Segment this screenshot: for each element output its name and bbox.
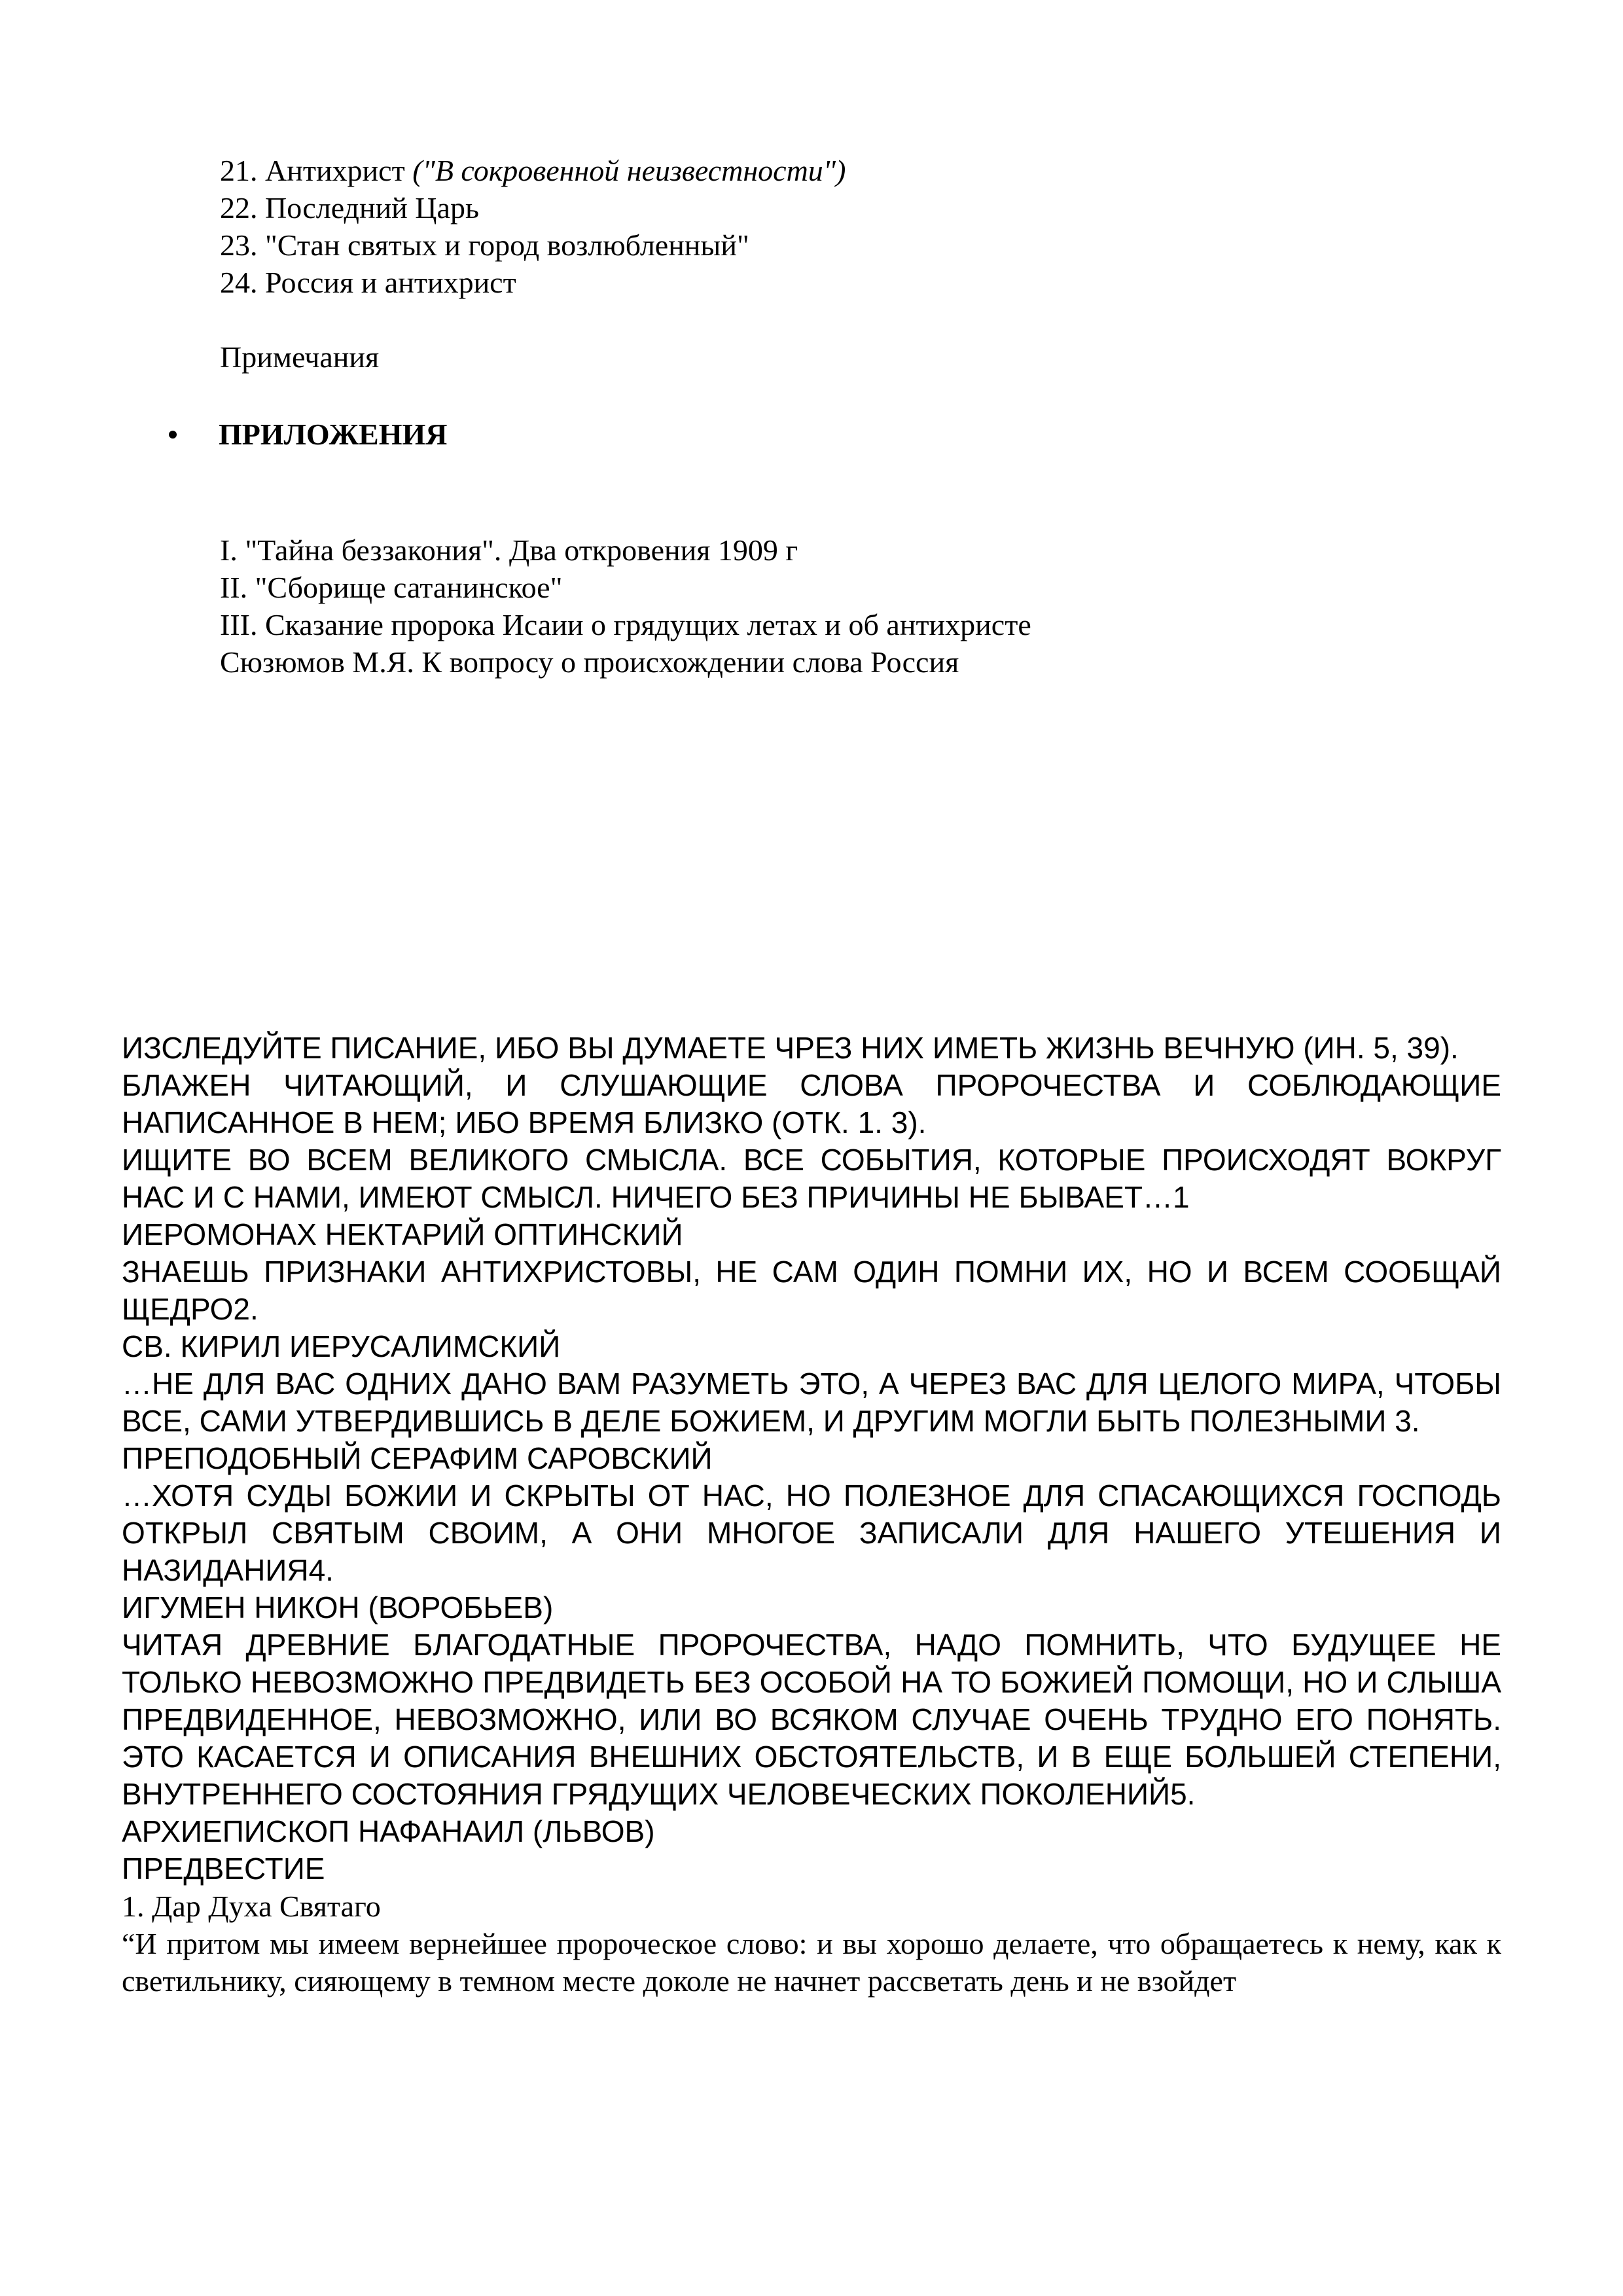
epigraph-quote: …НЕ ДЛЯ ВАС ОДНИХ ДАНО ВАМ РАЗУМЕТЬ ЭТО, А ЧЕРЕЗ ВАС ДЛЯ ЦЕЛОГО МИРА, ЧТОБЫ ВСЕ, САМИ УТВЕРДИВШИСЬ В ДЕЛЕ БОЖИЕМ, И ДРУГИМ МОГЛИ БЫТЬ ПОЛЕЗНЫМИ 3. [122, 1367, 1501, 1438]
epigraph-quote: ЗНАЕШЬ ПРИЗНАКИ АНТИХРИСТОВЫ, НЕ САМ ОДИН ПОМНИ ИХ, НО И ВСЕМ СООБЩАЙ ЩЕДРО2. [122, 1255, 1501, 1326]
epigraph-author: ИГУМЕН НИКОН (ВОРОБЬЕВ) [122, 1590, 554, 1624]
toc-title: "Стан святых и город возлюбленный" [265, 228, 749, 262]
toc-item-notes[interactable]: Примечания [220, 340, 380, 374]
appendix-item-2[interactable]: II. "Сборище сатанинское" [220, 571, 563, 604]
bullet-icon [169, 431, 177, 439]
appendix-item-1[interactable]: I. "Тайна беззакония". Два откровения 1909 г [220, 533, 798, 567]
toc-title: Последний Царь [265, 191, 479, 224]
epigraph-author: ИЕРОМОНАХ НЕКТАРИЙ ОПТИНСКИЙ [122, 1217, 683, 1251]
chapter-heading: 1. Дар Духа Святаго [122, 1890, 381, 1923]
epigraph-quote: ИЗСЛЕДУЙТЕ ПИСАНИЕ, ИБО ВЫ ДУМАЕТЕ ЧРЕЗ НИХ ИМЕТЬ ЖИЗНЬ ВЕЧНУЮ (ИН. 5, 39). [122, 1031, 1459, 1065]
toc-item-23[interactable] [220, 226, 1496, 264]
epigraph-quote: БЛАЖЕН ЧИТАЮЩИЙ, И СЛУШАЮЩИЕ СЛОВА ПРОРОЧЕСТВА И СОБЛЮДАЮЩИЕ НАПИСАННОЕ В НЕМ; ИБО ВРЕМЯ БЛИЗКО (ОТК. 1. 3). [122, 1068, 1501, 1139]
epigraph-author: АРХИЕПИСКОП НАФАНАИЛ (ЛЬВОВ) [122, 1814, 655, 1848]
epigraph-quote: …ХОТЯ СУДЫ БОЖИИ И СКРЫТЫ ОТ НАС, НО ПОЛЕЗНОЕ ДЛЯ СПАСАЮЩИХСЯ ГОСПОДЬ ОТКРЫЛ СВЯТЫМ СВОИМ, А ОНИ МНОГОЕ ЗАПИСАЛИ ДЛЯ НАШЕГО УТЕШЕНИЯ И НАЗИДАНИЯ4. [122, 1479, 1501, 1587]
appendix-item-3[interactable]: III. Сказание пророка Исаии о грядущих летах и об антихристе [220, 608, 1031, 641]
preface-heading: ПРЕДВЕСТИЕ [122, 1852, 325, 1886]
toc-number: 24. [220, 266, 258, 299]
epigraph-author: СВ. КИРИЛ ИЕРУСАЛИМСКИЙ [122, 1329, 561, 1363]
toc-item-22[interactable] [220, 189, 1496, 226]
toc-item-21[interactable] [220, 152, 1496, 189]
toc-item-24[interactable] [220, 264, 1496, 301]
toc-title: Россия и антихрист [265, 266, 516, 299]
epigraph-quote: ЧИТАЯ ДРЕВНИЕ БЛАГОДАТНЫЕ ПРОРОЧЕСТВА, НАДО ПОМНИТЬ, ЧТО БУДУЩЕЕ НЕ ТОЛЬКО НЕВОЗМОЖНО ПРЕДВИДЕТЬ БЕЗ ОСОБОЙ НА ТО БОЖИЕЙ ПОМОЩИ, НО И СЛЫША ПРЕДВИДЕННОЕ, НЕВОЗМОЖНО, ИЛИ ВО ВСЯКОМ СЛУЧАЕ ОЧЕНЬ ТРУДНО ЕГО ПОНЯТЬ. ЭТО КАСАЕТСЯ И ОПИСАНИЯ ВНЕШНИХ ОБСТОЯТЕЛЬСТВ, И В ЕЩЕ БОЛЬШЕЙ СТЕПЕНИ, ВНУТРЕННЕГО СОСТОЯНИЯ ГРЯДУЩИХ ЧЕЛОВЕЧЕСКИХ ПОКОЛЕНИЙ5. [122, 1628, 1501, 1811]
toc-number: 22. [220, 191, 258, 224]
toc-title: Антихрист [265, 154, 413, 187]
opening-paragraph: “И притом мы имеем вернейшее пророческое слово: и вы хорошо делаете, что обращаетесь к нему, как к светильнику, сияющему в темном месте доколе не начнет рассветать день и не взойдет [122, 1927, 1501, 1998]
appendix-list [220, 531, 1031, 681]
toc-number: 23. [220, 228, 258, 262]
appendix-heading-label: ПРИЛОЖЕНИЯ [219, 418, 448, 451]
table-of-contents [220, 152, 1496, 376]
epigraphs-section [122, 1030, 1501, 2000]
toc-subtitle: ("В сокровенной неизвестности") [412, 154, 846, 187]
toc-number: 21. [220, 154, 258, 187]
appendix-item-4[interactable]: Сюзюмов М.Я. К вопросу о происхождении слова Россия [220, 645, 959, 679]
epigraph-author: ПРЕПОДОБНЫЙ СЕРАФИМ САРОВСКИЙ [122, 1441, 713, 1475]
appendix-heading[interactable] [169, 416, 448, 453]
epigraph-quote: ИЩИТЕ ВО ВСЕМ ВЕЛИКОГО СМЫСЛА. ВСЕ СОБЫТИЯ, КОТОРЫЕ ПРОИСХОДЯТ ВОКРУГ НАС И С НАМИ, ИМЕЮТ СМЫСЛ. НИЧЕГО БЕЗ ПРИЧИНЫ НЕ БЫВАЕТ…1 [122, 1143, 1501, 1214]
